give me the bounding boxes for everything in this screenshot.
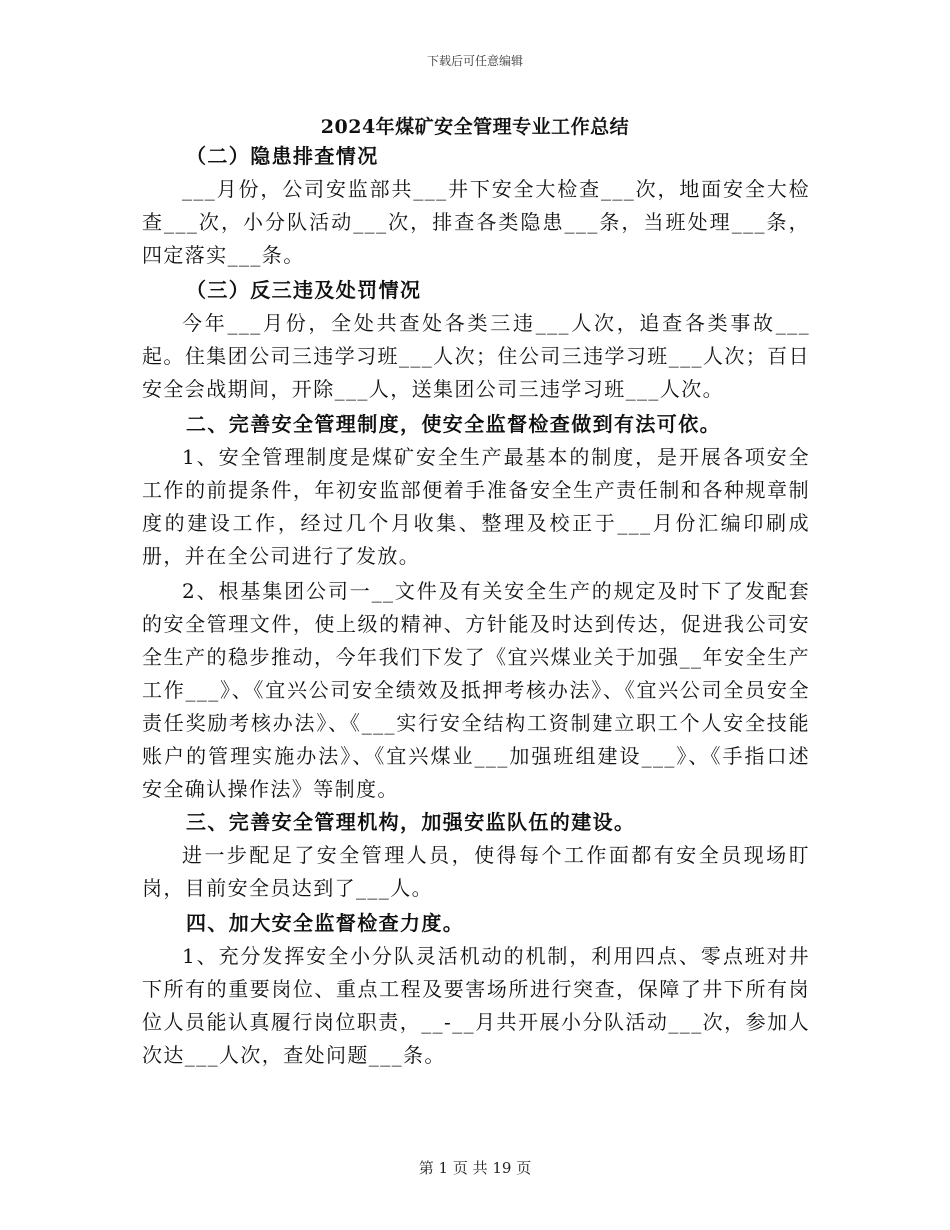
paragraph-hidden-dangers: ___月份，公司安监部共___井下安全大检查___次，地面安全大检查___次，小分队活动___次，排查各类隐患___条，当班处理___条，四定落实___条。 [142, 177, 810, 267]
paragraph-management-system-1: 1、安全管理制度是煤矿安全生产最基本的制度，是开展各项安全工作的前提条件，年初安监部便着手准备安全生产责任制和各种规章制度的建设工作，经过几个月收集、整理及校正于___月份汇编印刷成册，并在全公司进行了发放。 [142, 445, 810, 568]
section-heading-anti-violations: （三）反三违及处罚情况 [186, 278, 422, 302]
paragraph-management-system-2: 2、根基集团公司一__文件及有关安全生产的规定及时下了发配套的安全管理文件，使上级的精神、方针能及时达到传达，促进我公司安全生产的稳步推动，今年我们下发了《宜兴煤业关于加强__年安全生产工作___》、《宜兴公司安全绩效及抵押考核办法》、《宜兴公司全员安全责任奖励考核办法》、《___实行安全结构工资制建立职工个人安全技能账户的管理实施办法》、《宜兴煤业___加强班组建设___》、《手指口述安全确认操作法》等制度。 [142, 579, 810, 801]
document-body [142, 140, 810, 1072]
section-heading-hidden-dangers: （二）隐患排查情况 [186, 144, 379, 168]
section-heading-management-system: 二、完善安全管理制度，使安全监督检查做到有法可依。 [186, 412, 721, 436]
document-title: 2024年煤矿安全管理专业工作总结 [320, 116, 630, 138]
paragraph-management-organization: 进一步配足了安全管理人员，使得每个工作面都有安全员现场盯岗，目前安全员达到了___人。 [142, 843, 810, 900]
paragraph-supervision-1: 1、充分发挥安全小分队灵活机动的机制，利用四点、零点班对井下所有的重要岗位、重点工程及要害场所进行突查，保障了井下所有岗位人员能认真履行岗位职责，__-__月共开展小分队活动___次，参加人次达___人次，查处问题___条。 [142, 944, 810, 1067]
header-note: 下载后可任意编辑 [426, 54, 523, 68]
page-footer: 第 1 页 共 19 页 [418, 1159, 532, 1177]
section-heading-management-organization: 三、完善安全管理机构，加强安监队伍的建设。 [186, 810, 636, 834]
paragraph-anti-violations: 今年___月份，全处共查处各类三违___人次，追查各类事故___起。住集团公司三违学习班___人次；住公司三违学习班___人次；百日安全会战期间，开除___人，送集团公司三违学习班___人次。 [142, 311, 810, 401]
section-heading-supervision: 四、加大安全监督检查力度。 [186, 911, 465, 935]
